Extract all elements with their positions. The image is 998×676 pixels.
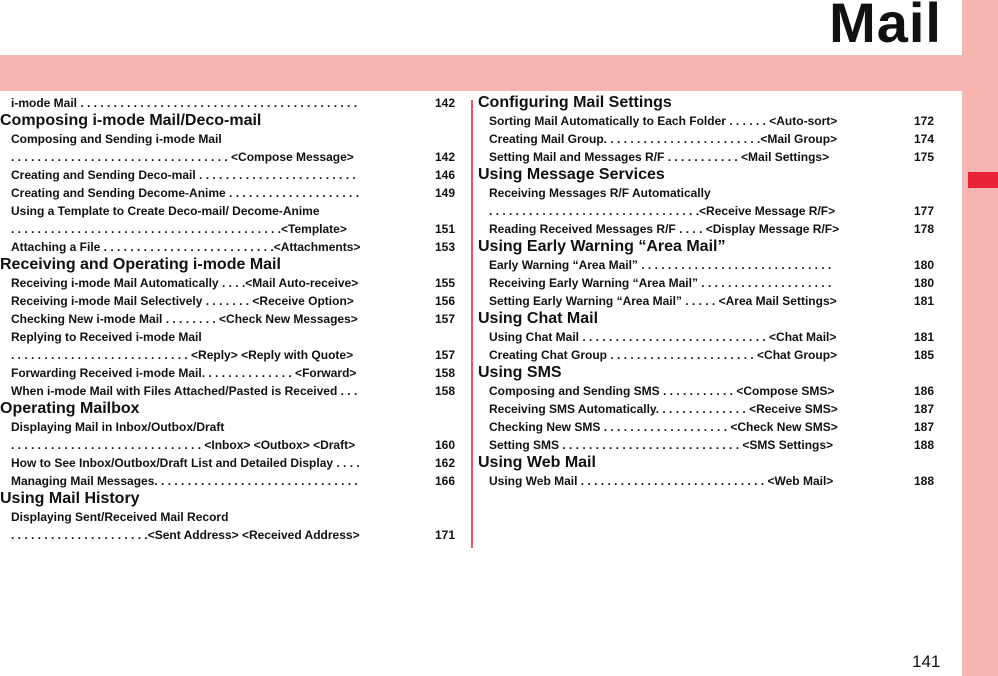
toc-entry[interactable] xyxy=(478,274,934,292)
toc-entry-text: Attaching a File . . . . . . . . . . . . . . . . . . . . . . . . . .<Attachments> xyxy=(11,240,361,254)
toc-page-number: 142 xyxy=(434,96,455,110)
toc-entry-text: Creating and Sending Decome-Anime . . . . . . . . . . . . . . . . . . . . xyxy=(11,186,360,200)
toc-entry-text: Using a Template to Create Deco-mail/ Decome-Anime xyxy=(11,204,320,218)
toc-entry[interactable] xyxy=(0,166,455,184)
toc-entry[interactable] xyxy=(0,328,455,364)
toc-page-number: 180 xyxy=(913,258,934,272)
toc-entry[interactable] xyxy=(478,130,934,148)
toc-page-number: 181 xyxy=(913,294,934,308)
toc-entry[interactable] xyxy=(0,94,455,112)
chapter-tab-marker xyxy=(968,172,998,188)
toc-page-number: 172 xyxy=(913,114,934,128)
toc-entry-text: Creating Chat Group . . . . . . . . . . . . . . . . . . . . . . <Chat Group> xyxy=(489,348,838,362)
toc-entry[interactable] xyxy=(478,382,934,400)
right-edge-strip xyxy=(962,0,998,676)
toc-entry-text: Receiving Early Warning “Area Mail” . . . . . . . . . . . . . . . . . . . . xyxy=(489,276,832,290)
toc-entry-text: Reading Received Messages R/F . . . . <Display Message R/F> xyxy=(489,222,840,236)
toc-page-number: 157 xyxy=(434,348,455,362)
toc-entry[interactable] xyxy=(0,472,455,490)
toc-page-number: 175 xyxy=(913,150,934,164)
toc-entry-text: Displaying Sent/Received Mail Record xyxy=(11,510,229,524)
toc-page-number: 187 xyxy=(913,420,934,434)
toc-entry[interactable] xyxy=(0,184,455,202)
toc-entry[interactable] xyxy=(0,382,455,400)
toc-page-number: 156 xyxy=(434,294,455,308)
toc-page-number: 155 xyxy=(434,276,455,290)
section-heading: Configuring Mail Settings xyxy=(478,94,672,111)
toc-entry-text: Creating Mail Group. . . . . . . . . . . . . . . . . . . . . . . .<Mail Group> xyxy=(489,132,838,146)
toc-entry-text: Replying to Received i-mode Mail xyxy=(11,330,202,344)
toc-entry[interactable] xyxy=(0,508,455,544)
toc-entry-text: Composing and Sending SMS . . . . . . . . . . . <Compose SMS> xyxy=(489,384,835,398)
toc-entry-text: Displaying Mail in Inbox/Outbox/Draft xyxy=(11,420,225,434)
toc-entry-text: Receiving Messages R/F Automatically xyxy=(489,186,711,200)
toc-page-number: 158 xyxy=(434,366,455,380)
toc-right-column xyxy=(478,94,934,490)
toc-page-number: 166 xyxy=(434,474,455,488)
toc-entry[interactable] xyxy=(0,202,455,238)
toc-entry-text: Early Warning “Area Mail” . . . . . . . . . . . . . . . . . . . . . . . . . . . . . xyxy=(489,258,832,272)
toc-entry[interactable] xyxy=(0,454,455,472)
toc-entry[interactable] xyxy=(0,292,455,310)
toc-page-number: 180 xyxy=(913,276,934,290)
toc-entry-text: Receiving i-mode Mail Selectively . . . . . . . <Receive Option> xyxy=(11,294,354,308)
toc-page-number: 171 xyxy=(434,528,455,542)
toc-page-number: 187 xyxy=(913,402,934,416)
toc-page-number: 188 xyxy=(913,474,934,488)
toc-page-number: 142 xyxy=(434,150,455,164)
toc-left-column xyxy=(0,94,455,544)
toc-page-number: 146 xyxy=(434,168,455,182)
toc-entry-leader: . . . . . . . . . . . . . . . . . . . . .<Sent Address> <Received Address> xyxy=(11,528,360,542)
toc-entry-leader: . . . . . . . . . . . . . . . . . . . . . . . . . . . <Reply> <Reply with Quote> xyxy=(11,348,354,362)
toc-entry-text: Checking New i-mode Mail . . . . . . . . <Check New Messages> xyxy=(11,312,358,326)
toc-page-number: 157 xyxy=(434,312,455,326)
section-heading: Operating Mailbox xyxy=(0,400,140,417)
toc-entry[interactable] xyxy=(478,256,934,274)
header-band xyxy=(0,55,962,91)
toc-entry-text: Receiving i-mode Mail Automatically . . . .<Mail Auto-receive> xyxy=(11,276,359,290)
toc-entry[interactable] xyxy=(0,364,455,382)
toc-entry[interactable] xyxy=(478,184,934,220)
toc-entry[interactable] xyxy=(478,220,934,238)
toc-entry[interactable] xyxy=(478,292,934,310)
toc-entry[interactable] xyxy=(478,472,934,490)
toc-page-number: 162 xyxy=(434,456,455,470)
toc-entry-text: Setting SMS . . . . . . . . . . . . . . . . . . . . . . . . . . . <SMS Settings> xyxy=(489,438,834,452)
toc-entry[interactable] xyxy=(478,346,934,364)
section-heading: Composing i-mode Mail/Deco-mail xyxy=(0,112,262,129)
section-heading: Using Chat Mail xyxy=(478,310,599,327)
toc-entry[interactable] xyxy=(0,238,455,256)
toc-entry-leader: . . . . . . . . . . . . . . . . . . . . . . . . . . . . . <Inbox> <Outbox> <Draft> xyxy=(11,438,356,452)
toc-entry-text: Setting Early Warning “Area Mail” . . . . . <Area Mail Settings> xyxy=(489,294,837,308)
toc-page-number: 160 xyxy=(434,438,455,452)
toc-page-number: 186 xyxy=(913,384,934,398)
toc-page-number: 174 xyxy=(913,132,934,146)
section-heading: Using Web Mail xyxy=(478,454,596,471)
toc-entry-text: Sorting Mail Automatically to Each Folder . . . . . . <Auto-sort> xyxy=(489,114,838,128)
toc-entry[interactable] xyxy=(0,274,455,292)
toc-entry-text: Managing Mail Messages. . . . . . . . . . . . . . . . . . . . . . . . . . . . . . . xyxy=(11,474,358,488)
toc-page-number: 153 xyxy=(434,240,455,254)
toc-entry[interactable] xyxy=(478,328,934,346)
toc-entry-text: How to See Inbox/Outbox/Draft List and Detailed Display . . . . xyxy=(11,456,360,470)
toc-entry[interactable] xyxy=(478,112,934,130)
toc-entry-text: Using Web Mail . . . . . . . . . . . . . . . . . . . . . . . . . . . . <Web Mail> xyxy=(489,474,834,488)
section-heading: Using SMS xyxy=(478,364,562,381)
toc-entry-text: Forwarding Received i-mode Mail. . . . . . . . . . . . . . <Forward> xyxy=(11,366,357,380)
toc-entry-text: When i-mode Mail with Files Attached/Pasted is Received . . . xyxy=(11,384,358,398)
toc-entry-text: Creating and Sending Deco-mail . . . . . . . . . . . . . . . . . . . . . . . . xyxy=(11,168,356,182)
section-heading: Using Mail History xyxy=(0,490,140,507)
toc-entry[interactable] xyxy=(0,130,455,166)
toc-entry[interactable] xyxy=(0,310,455,328)
toc-entry[interactable] xyxy=(478,418,934,436)
toc-page-number: 178 xyxy=(913,222,934,236)
toc-entry-text: Checking New SMS . . . . . . . . . . . . . . . . . . . <Check New SMS> xyxy=(489,420,838,434)
toc-entry[interactable] xyxy=(478,436,934,454)
toc-page-number: 149 xyxy=(434,186,455,200)
toc-entry-text: Composing and Sending i-mode Mail xyxy=(11,132,222,146)
section-heading: Receiving and Operating i-mode Mail xyxy=(0,256,281,273)
toc-page-number: 177 xyxy=(913,204,934,218)
toc-page-number: 181 xyxy=(913,330,934,344)
page-number: 141 xyxy=(912,652,941,671)
section-heading: Using Message Services xyxy=(478,166,665,183)
toc-page-number: 185 xyxy=(913,348,934,362)
toc-entry-text: Setting Mail and Messages R/F . . . . . . . . . . . <Mail Settings> xyxy=(489,150,830,164)
toc-entry[interactable] xyxy=(478,148,934,166)
toc-entry-text: i-mode Mail . . . . . . . . . . . . . . . . . . . . . . . . . . . . . . . . . . . . . . . . . . xyxy=(11,96,358,110)
toc-entry-leader: . . . . . . . . . . . . . . . . . . . . . . . . . . . . . . . .<Receive Message R/F> xyxy=(489,204,836,218)
toc-page-number: 188 xyxy=(913,438,934,452)
toc-page-number: 151 xyxy=(434,222,455,236)
toc-entry[interactable] xyxy=(0,418,455,454)
toc-entry-text: Using Chat Mail . . . . . . . . . . . . . . . . . . . . . . . . . . . . <Chat Mail> xyxy=(489,330,837,344)
toc-page-number: 158 xyxy=(434,384,455,398)
toc-entry-leader: . . . . . . . . . . . . . . . . . . . . . . . . . . . . . . . . . . . . . . . . .<Template> xyxy=(11,222,347,236)
section-heading: Using Early Warning “Area Mail” xyxy=(478,238,726,255)
toc-entry-text: Receiving SMS Automatically. . . . . . . . . . . . . . <Receive SMS> xyxy=(489,402,838,416)
page-title: Mail xyxy=(829,0,942,54)
column-divider xyxy=(471,100,473,548)
toc-entry[interactable] xyxy=(478,400,934,418)
toc-entry-leader: . . . . . . . . . . . . . . . . . . . . . . . . . . . . . . . . . <Compose Message> xyxy=(11,150,354,164)
